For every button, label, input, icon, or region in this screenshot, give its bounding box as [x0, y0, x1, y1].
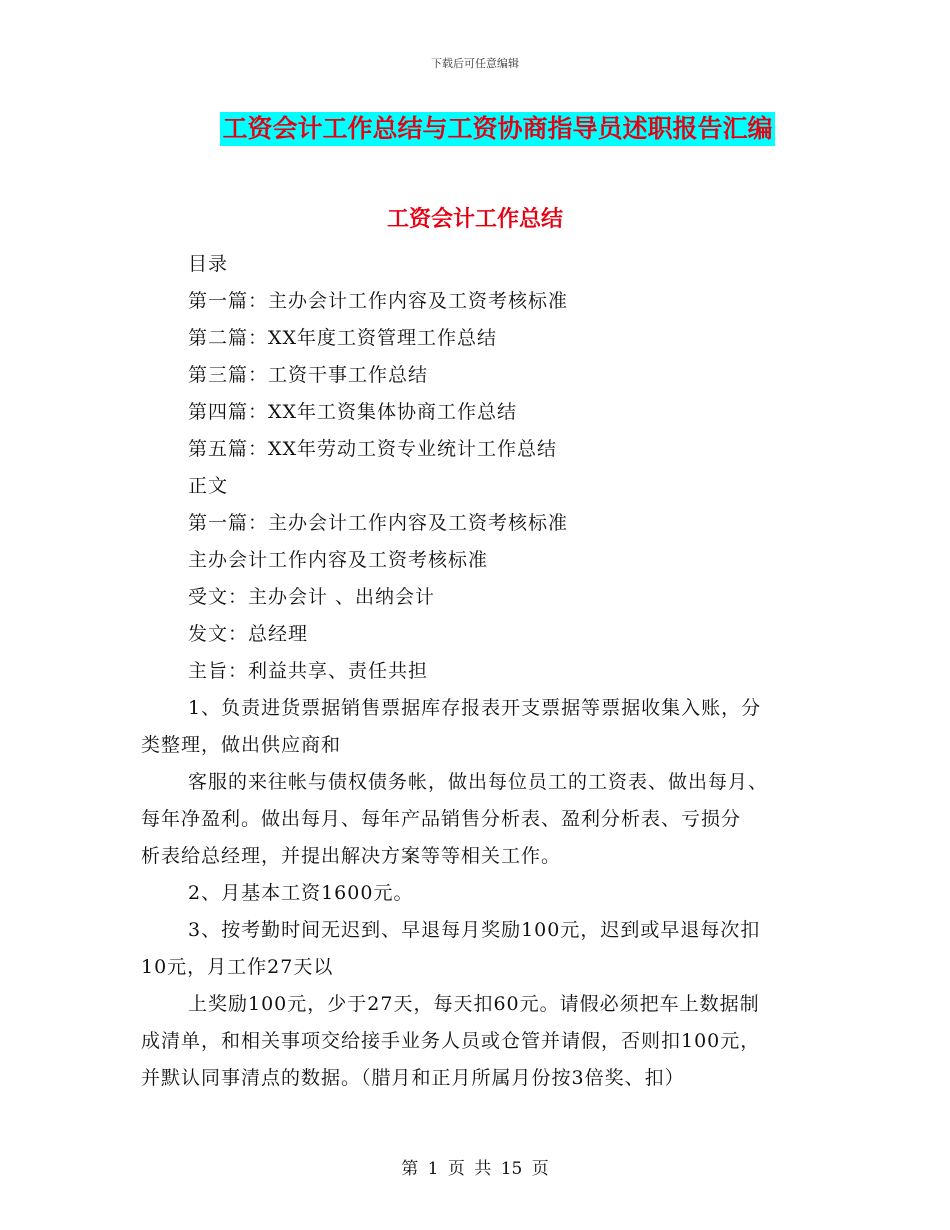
- paragraph-line: 1、负责进货票据销售票据库存报表开支票据等票据收集入账，分: [188, 697, 762, 719]
- toc-item: 第一篇：主办会计工作内容及工资考核标准: [188, 290, 569, 312]
- paragraph-line: 并默认同事清点的数据。（腊月和正月所属月份按3倍奖、扣）: [141, 1067, 685, 1089]
- body-heading: 正文: [188, 475, 229, 497]
- page-footer: 第 1 页 共 15 页: [401, 1159, 549, 1179]
- section-title: 工资会计工作总结: [386, 206, 563, 232]
- header-note: 下载后可任意编辑: [431, 57, 519, 70]
- paragraph-line: 主旨：利益共享、责任共担: [188, 660, 429, 682]
- body-text: [141, 246, 811, 1097]
- toc-heading: 目录: [188, 253, 229, 275]
- toc-item: 第四篇：XX年工资集体协商工作总结: [188, 401, 518, 423]
- paragraph-line: 析表给总经理，并提出解决方案等等相关工作。: [141, 845, 562, 867]
- paragraph-line: 2、月基本工资1600元。: [188, 882, 414, 904]
- paragraph-line: 每年净盈利。做出每月、每年产品销售分析表、盈利分析表、亏损分: [141, 808, 742, 830]
- toc-item: 第五篇：XX年劳动工资专业统计工作总结: [188, 438, 558, 460]
- paragraph-line: 上奖励100元，少于27天，每天扣60元。请假必须把车上数据制: [188, 993, 760, 1015]
- paragraph-line: 3、按考勤时间无迟到、早退每月奖励100元，迟到或早退每次扣: [188, 919, 761, 941]
- toc-item: 第二篇：XX年度工资管理工作总结: [188, 327, 498, 349]
- paragraph-line: 受文：主办会计 、出纳会计: [188, 586, 436, 608]
- paragraph-line: 主办会计工作内容及工资考核标准: [188, 549, 489, 571]
- chapter-heading: 第一篇：主办会计工作内容及工资考核标准: [188, 512, 569, 534]
- document-title-container: [0, 112, 950, 146]
- paragraph-line: 类整理，做出供应商和: [141, 734, 342, 756]
- paragraph-line: 成清单，和相关事项交给接手业务人员或仓管并请假，否则扣100元，: [141, 1030, 761, 1052]
- document-title: 工资会计工作总结与工资协商指导员述职报告汇编: [220, 112, 774, 146]
- paragraph-line: 10元，月工作27天以: [141, 956, 334, 978]
- paragraph-line: 发文：总经理: [188, 623, 309, 645]
- toc-item: 第三篇：工资干事工作总结: [188, 364, 429, 386]
- paragraph-line: 客服的来往帐与债权债务帐，做出每位员工的工资表、做出每月、: [188, 771, 769, 793]
